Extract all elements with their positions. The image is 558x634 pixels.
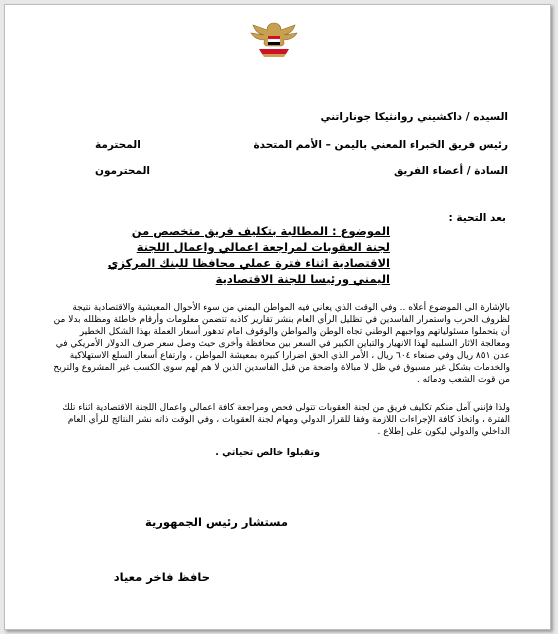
document-page [4, 4, 551, 630]
subject-line-1: الموضوع : المطالبة بتكليف فريق متخصص من [131, 224, 390, 238]
team-line: رئيس فريق الخبراء المعني باليمن – الأمم المتحدة [253, 139, 508, 151]
body-paragraph-1: بالإشارة الى الموضوع أعلاه .. وفي الوقت الذي يعاني فيه المواطن اليمني من سوء الأحوال المعيشية والاقتصادية نتيجة لظروف الحرب واستمرار الفاسدين في تظليل الرأي العام بنشر تقارير كاذبه تتضمن معلومات وأرقام خاطئة ومظلله بدلا من أن يتحملوا مسئولياتهم وواجبهم الوطني تجاه الوطن والمواطن والوقوف امام تدهور أسعار العملة بهذا الشكل الخطير ومعالجة الاثار السلبيه لهذا الانهيار والتباين الكبير في السعر بين محافظة وأخرى حيث وصل سعر صرف الدولار الأمريكي في عدن ٨٥١ ريال وفي صنعاء ٦٠٤ ريال ، الأمر الذي الحق اضرارا كبيره بمعيشة المواطن ، وارتفاع أسعار السلع الاستهلاكية والخدمات بشكل غير مسبوق في ظل لا مبالاة واضحة من قبل الفاسدين الذين لا هم لهم سوى الكسب غير المشروع والتربح من قوت الشعب ودمائه . [53, 303, 510, 385]
subject-block [60, 223, 390, 287]
subject-line-4: اليمني ورئيسا للجنة الاقتصادية [215, 272, 390, 286]
subject-line-3: الاقتصادية اثناء فترة عملي محافظا للبنك المركزي [107, 256, 390, 270]
respected-pl-label: المحترمون [95, 165, 151, 177]
eagle-emblem-icon [245, 19, 303, 59]
signature-title: مستشار رئيس الجمهورية [144, 515, 288, 529]
members-line: السادة / أعضاء الفريق [393, 165, 508, 177]
respected-fem-label: المحترمة [95, 139, 141, 151]
subject-line-2: لجنة العقوبات لمراجعة اعمالي واعمال اللجنة [136, 240, 390, 254]
signature-name: حافظ فاخر معياد [113, 570, 210, 584]
greeting: بعد التحية : [448, 212, 506, 224]
recipient-line: السيده / داكشيني روانثيكا جوناراتني [320, 111, 508, 123]
closing-line: وتقبلوا خالص تحياتي . [215, 447, 320, 458]
body-paragraph-2: ولذا فإنني آمل منكم تكليف فريق من لجنة العقوبات تتولى فحص ومراجعة كافة اعمالي واعمال اللجنة الاقتصادية اثناء تلك الفترة ، واتخاذ كافة الإجراءات اللازمة وفقا للقرار الدولي ومهام لجنة العقوبات ، وفي الوقت ذاته نشر النتائج للرأي العام الداخلي والدولي ليكون على إطلاع . [62, 403, 510, 437]
